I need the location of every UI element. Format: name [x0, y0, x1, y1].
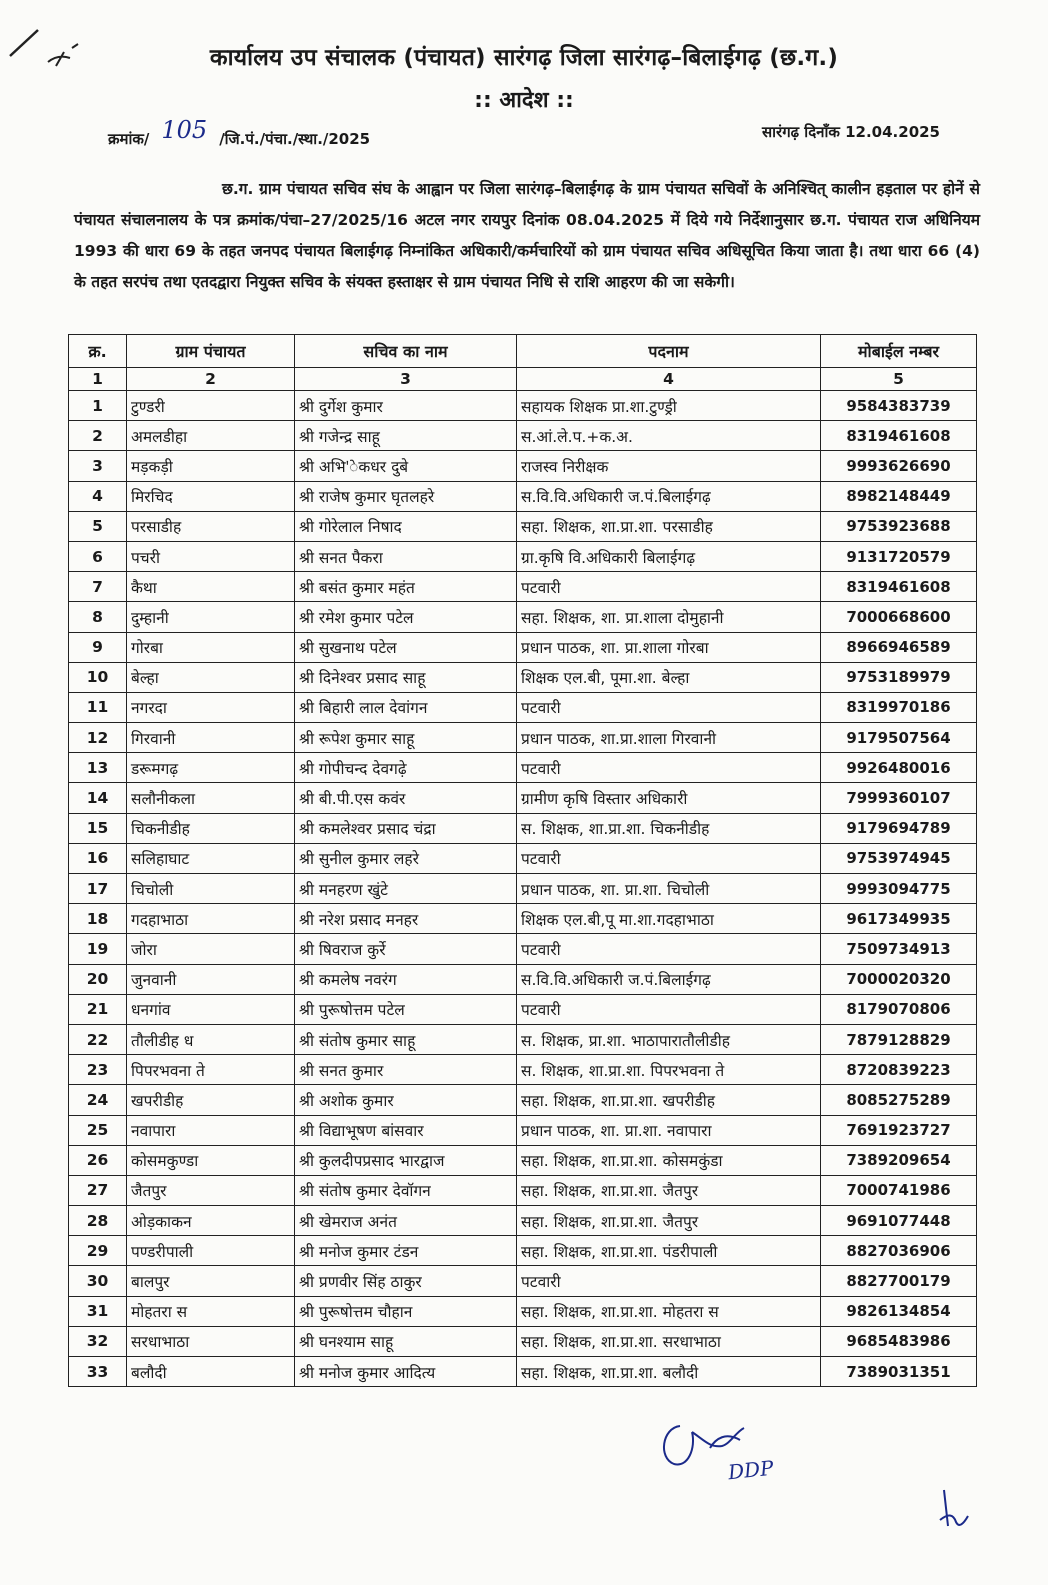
mobile-cell: 9584383739	[821, 391, 977, 421]
table-row	[69, 692, 977, 722]
gram-panchayat-cell: दुम्हानी	[127, 602, 295, 632]
designation-cell: सहा. शिक्षक, शा.प्रा.शा. कोसमकुंडा	[517, 1145, 821, 1175]
gram-panchayat-cell: कोसमकुण्डा	[127, 1145, 295, 1175]
designation-cell: पटवारी	[517, 692, 821, 722]
mobile-cell: 7389209654	[821, 1145, 977, 1175]
serial-cell: 33	[69, 1357, 127, 1387]
mobile-cell: 7999360107	[821, 783, 977, 813]
gram-panchayat-cell: गोरबा	[127, 632, 295, 662]
designation-cell: राजस्व निरीक्षक	[517, 451, 821, 481]
mobile-cell: 9685483986	[821, 1326, 977, 1356]
designation-cell: सहा. शिक्षक, शा.प्रा.शा. बलौदी	[517, 1357, 821, 1387]
order-reference	[108, 116, 371, 150]
serial-cell: 2	[69, 421, 127, 451]
serial-cell: 5	[69, 511, 127, 541]
table-row	[69, 1055, 977, 1085]
secretary-name-cell: श्री सुनील कुमार लहरे	[295, 843, 517, 873]
serial-cell: 30	[69, 1266, 127, 1296]
mobile-cell: 9617349935	[821, 904, 977, 934]
serial-cell: 12	[69, 723, 127, 753]
gram-panchayat-cell: सरधाभाठा	[127, 1326, 295, 1356]
table-row	[69, 602, 977, 632]
mobile-cell: 7000020320	[821, 964, 977, 994]
serial-cell: 32	[69, 1326, 127, 1356]
table-row	[69, 1296, 977, 1326]
mobile-cell: 8982148449	[821, 481, 977, 511]
gram-panchayat-cell: पचरी	[127, 541, 295, 571]
gram-panchayat-cell: गिरवानी	[127, 723, 295, 753]
designation-cell: स. शिक्षक, प्रा.शा. भाठापारातौलीडीह	[517, 1024, 821, 1054]
mobile-cell: 9753189979	[821, 662, 977, 692]
column-number: 1	[69, 368, 127, 391]
table-row	[69, 1236, 977, 1266]
handwritten-mark-bottom-right	[936, 1486, 976, 1536]
secretary-name-cell: श्री खेमराज अनंत	[295, 1206, 517, 1236]
serial-cell: 19	[69, 934, 127, 964]
table-row	[69, 964, 977, 994]
table-row	[69, 541, 977, 571]
mobile-cell: 9826134854	[821, 1296, 977, 1326]
mobile-cell: 9179694789	[821, 813, 977, 843]
mobile-cell: 7691923727	[821, 1115, 977, 1145]
secretary-name-cell: श्री रमेश कुमार पटेल	[295, 602, 517, 632]
serial-cell: 24	[69, 1085, 127, 1115]
table-row	[69, 994, 977, 1024]
gram-panchayat-cell: परसाडीह	[127, 511, 295, 541]
gram-panchayat-cell: डरूमगढ़	[127, 753, 295, 783]
designation-cell: ग्रामीण कृषि विस्तार अधिकारी	[517, 783, 821, 813]
secretary-name-cell: श्री संतोष कुमार देवॉगन	[295, 1175, 517, 1205]
designation-cell: स. शिक्षक, शा.प्रा.शा. पिपरभवना ते	[517, 1055, 821, 1085]
designation-cell: स.वि.वि.अधिकारी ज.पं.बिलाईगढ़	[517, 964, 821, 994]
serial-cell: 4	[69, 481, 127, 511]
secretary-name-cell: श्री दिनेश्वर प्रसाद साहू	[295, 662, 517, 692]
secretary-name-cell: श्री प्रणवीर सिंह ठाकुर	[295, 1266, 517, 1296]
table-row	[69, 451, 977, 481]
designation-cell: सहा. शिक्षक, शा.प्रा.शा. खपरीडीह	[517, 1085, 821, 1115]
mobile-cell: 8720839223	[821, 1055, 977, 1085]
designation-cell: प्रधान पाठक, शा. प्रा.शा. नवापारा	[517, 1115, 821, 1145]
designation-cell: सहा. शिक्षक, शा.प्रा.शा. परसाडीह	[517, 511, 821, 541]
serial-cell: 22	[69, 1024, 127, 1054]
serial-cell: 17	[69, 874, 127, 904]
secretary-name-cell: श्री विद्याभूषण बांसवार	[295, 1115, 517, 1145]
table-row	[69, 391, 977, 421]
secretary-name-cell: श्री अशोक कुमार	[295, 1085, 517, 1115]
mobile-cell: 9753974945	[821, 843, 977, 873]
serial-cell: 11	[69, 692, 127, 722]
designation-cell: प्रधान पाठक, शा. प्रा.शाला गोरबा	[517, 632, 821, 662]
designation-cell: सहा. शिक्षक, शा. प्रा.शाला दोमुहानी	[517, 602, 821, 632]
header-mobile: मोबाईल नम्बर	[821, 335, 977, 368]
serial-cell: 25	[69, 1115, 127, 1145]
mobile-cell: 7000668600	[821, 602, 977, 632]
table-row	[69, 481, 977, 511]
designation-cell: पटवारी	[517, 934, 821, 964]
office-title: कार्यालय उप संचालक (पंचायत) सारंगढ़ जिला सारंगढ़–बिलाईगढ़ (छ.ग.)	[209, 45, 839, 71]
table-row	[69, 783, 977, 813]
gram-panchayat-cell: मड़कड़ी	[127, 451, 295, 481]
mobile-cell: 9179507564	[821, 723, 977, 753]
designation-cell: पटवारी	[517, 994, 821, 1024]
paragraph-rest: अनिश्चित् कालीन हड़ताल पर होनें से पंचायत संचालनालय के पत्र क्रमांक/पंचा–27/2025/16 अटल नगर रायपुर दिनांक 08.04.2025 में दिये गये निर्देशानुसार छ.ग. पंचायत राज अधिनियम 1993 की धारा 69 के तहत जनपद पंचायत बिलाईगढ़ निम्नांकित अधिकारी/कर्मचारियों को ग्राम पंचायत सचिव अधिसूचित किया जाता है। तथा धारा 66 (4) के तहत सरपंच तथा एतदद्वारा नियुक्त सचिव के संयक्त हस्ताक्षर से ग्राम पंचायत निधि से राशि आहरण की जा सकेगी।	[74, 180, 980, 291]
gram-panchayat-cell: बलौदी	[127, 1357, 295, 1387]
designation-cell: स.आं.ले.प.+क.अ.	[517, 421, 821, 451]
gram-panchayat-cell: तौलीडीह ध	[127, 1024, 295, 1054]
designation-cell: पटवारी	[517, 843, 821, 873]
secretary-name-cell: श्री दुर्गेश कुमार	[295, 391, 517, 421]
secretary-name-cell: श्री कमलेष नवरंग	[295, 964, 517, 994]
table-header-row	[69, 335, 977, 368]
mobile-cell: 9993094775	[821, 874, 977, 904]
secretary-name-cell: श्री कुलदीपप्रसाद भारद्वाज	[295, 1145, 517, 1175]
serial-cell: 9	[69, 632, 127, 662]
mobile-cell: 9993626690	[821, 451, 977, 481]
gram-panchayat-cell: बालपुर	[127, 1266, 295, 1296]
gram-panchayat-cell: मिरचिद	[127, 481, 295, 511]
secretary-name-cell: श्री राजेष कुमार घृतलहरे	[295, 481, 517, 511]
order-paragraph	[74, 174, 980, 298]
serial-cell: 3	[69, 451, 127, 481]
serial-cell: 13	[69, 753, 127, 783]
secretary-name-cell: श्री षिवराज कुर्रे	[295, 934, 517, 964]
gram-panchayat-cell: धनगांव	[127, 994, 295, 1024]
designation-cell: सहा. शिक्षक, शा.प्रा.शा. पंडरीपाली	[517, 1236, 821, 1266]
secretary-name-cell: श्री नरेश प्रसाद मनहर	[295, 904, 517, 934]
designation-cell: शिक्षक एल.बी,पू मा.शा.गदहाभाठा	[517, 904, 821, 934]
gram-panchayat-cell: खपरीडीह	[127, 1085, 295, 1115]
gram-panchayat-cell: कैथा	[127, 572, 295, 602]
secretary-name-cell: श्री संतोष कुमार साहू	[295, 1024, 517, 1054]
column-number-row	[69, 368, 977, 391]
serial-cell: 16	[69, 843, 127, 873]
paragraph-start: छ.ग. ग्राम पंचायत सचिव संघ के आह्वान पर जिला सारंगढ़–बिलाईगढ़ के ग्राम पंचायत सचिवों के	[222, 180, 767, 198]
header-secretary-name: सचिव का नाम	[295, 335, 517, 368]
designation-cell: पटवारी	[517, 1266, 821, 1296]
table-row	[69, 572, 977, 602]
secretary-name-cell: श्री सनत कुमार	[295, 1055, 517, 1085]
gram-panchayat-cell: अमलडीहा	[127, 421, 295, 451]
secretary-name-cell: श्री कमलेश्वर प्रसाद चंद्रा	[295, 813, 517, 843]
gram-panchayat-cell: बेल्हा	[127, 662, 295, 692]
gram-panchayat-cell: चिचोली	[127, 874, 295, 904]
table-row	[69, 1175, 977, 1205]
serial-cell: 23	[69, 1055, 127, 1085]
secretary-name-cell: श्री मनहरण खुंटे	[295, 874, 517, 904]
secretary-name-cell: श्री रूपेश कुमार साहू	[295, 723, 517, 753]
table-row	[69, 1024, 977, 1054]
mobile-cell: 8966946589	[821, 632, 977, 662]
mobile-cell: 8179070806	[821, 994, 977, 1024]
table-row	[69, 421, 977, 451]
serial-cell: 8	[69, 602, 127, 632]
designation-cell: पटवारी	[517, 572, 821, 602]
serial-cell: 1	[69, 391, 127, 421]
mobile-cell: 8319461608	[821, 421, 977, 451]
designation-cell: ग्रा.कृषि वि.अधिकारी बिलाईगढ़	[517, 541, 821, 571]
mobile-cell: 8827036906	[821, 1236, 977, 1266]
mobile-cell: 8319461608	[821, 572, 977, 602]
gram-panchayat-cell: ओड़काकन	[127, 1206, 295, 1236]
secretary-name-cell: श्री सुखनाथ पटेल	[295, 632, 517, 662]
gram-panchayat-cell: सलिहाघाट	[127, 843, 295, 873]
secretary-name-cell: श्री गजेन्द्र साहू	[295, 421, 517, 451]
serial-cell: 10	[69, 662, 127, 692]
secretary-name-cell: श्री अभि'ेकधर दुबे	[295, 451, 517, 481]
column-number: 3	[295, 368, 517, 391]
designation-cell: सहा. शिक्षक, शा.प्रा.शा. जैतपुर	[517, 1206, 821, 1236]
designation-cell: शिक्षक एल.बी, पूमा.शा. बेल्हा	[517, 662, 821, 692]
secretary-name-cell: श्री पुरूषोत्तम चौहान	[295, 1296, 517, 1326]
ref-number-handwritten: 105	[161, 116, 208, 144]
serial-cell: 26	[69, 1145, 127, 1175]
mobile-cell: 7000741986	[821, 1175, 977, 1205]
gram-panchayat-cell: पिपरभवना ते	[127, 1055, 295, 1085]
table-row	[69, 1326, 977, 1356]
designation-cell: प्रधान पाठक, शा. प्रा.शा. चिचोली	[517, 874, 821, 904]
secretary-name-cell: श्री सनत पैकरा	[295, 541, 517, 571]
secretary-name-cell: श्री मनोज कुमार आदित्य	[295, 1357, 517, 1387]
table-row	[69, 813, 977, 843]
serial-cell: 20	[69, 964, 127, 994]
mobile-cell: 9753923688	[821, 511, 977, 541]
serial-cell: 14	[69, 783, 127, 813]
table-row	[69, 1206, 977, 1236]
mobile-cell: 8319970186	[821, 692, 977, 722]
table-row	[69, 904, 977, 934]
gram-panchayat-cell: जैतपुर	[127, 1175, 295, 1205]
gram-panchayat-cell: नगरदा	[127, 692, 295, 722]
gram-panchayat-cell: जोरा	[127, 934, 295, 964]
table-row	[69, 632, 977, 662]
gram-panchayat-cell: नवापारा	[127, 1115, 295, 1145]
table-row	[69, 753, 977, 783]
gram-panchayat-cell: मोहतरा स	[127, 1296, 295, 1326]
gram-panchayat-cell: टुण्डरी	[127, 391, 295, 421]
serial-cell: 7	[69, 572, 127, 602]
serial-cell: 28	[69, 1206, 127, 1236]
header-designation: पदनाम	[517, 335, 821, 368]
column-number: 4	[517, 368, 821, 391]
mobile-cell: 7509734913	[821, 934, 977, 964]
column-number: 2	[127, 368, 295, 391]
gram-panchayat-cell: जुनवानी	[127, 964, 295, 994]
secretary-name-cell: श्री मनोज कुमार टंडन	[295, 1236, 517, 1266]
gram-panchayat-cell: सलौनीकला	[127, 783, 295, 813]
table-row	[69, 843, 977, 873]
mobile-cell: 9926480016	[821, 753, 977, 783]
mobile-cell: 9691077448	[821, 1206, 977, 1236]
serial-cell: 18	[69, 904, 127, 934]
serial-cell: 29	[69, 1236, 127, 1266]
column-number: 5	[821, 368, 977, 391]
secretary-name-cell: श्री बसंत कुमार महंत	[295, 572, 517, 602]
ref-prefix: क्रमांक/	[108, 130, 150, 148]
designation-cell: स. शिक्षक, शा.प्रा.शा. चिकनीडीह	[517, 813, 821, 843]
order-heading: :: आदेश ::	[474, 88, 574, 113]
serial-cell: 6	[69, 541, 127, 571]
signature-initials: DDP	[726, 1455, 775, 1485]
table-row	[69, 1085, 977, 1115]
secretary-name-cell: श्री बिहारी लाल देवांगन	[295, 692, 517, 722]
gram-panchayat-cell: चिकनीडीह	[127, 813, 295, 843]
serial-cell: 21	[69, 994, 127, 1024]
serial-cell: 31	[69, 1296, 127, 1326]
serial-cell: 15	[69, 813, 127, 843]
ref-suffix: /जि.पं./पंचा./स्था./2025	[219, 130, 371, 148]
designation-cell: सहा. शिक्षक, शा.प्रा.शा. मोहतरा स	[517, 1296, 821, 1326]
secretary-table	[68, 334, 977, 1387]
table-row	[69, 1266, 977, 1296]
designation-cell: प्रधान पाठक, शा.प्रा.शाला गिरवानी	[517, 723, 821, 753]
designation-cell: स.वि.वि.अधिकारी ज.पं.बिलाईगढ़	[517, 481, 821, 511]
secretary-name-cell: श्री घनश्याम साहू	[295, 1326, 517, 1356]
mobile-cell: 8085275289	[821, 1085, 977, 1115]
table-row	[69, 723, 977, 753]
designation-cell: पटवारी	[517, 753, 821, 783]
table-row	[69, 1145, 977, 1175]
secretary-name-cell: श्री पुरूषोत्तम पटेल	[295, 994, 517, 1024]
mobile-cell: 7389031351	[821, 1357, 977, 1387]
table-row	[69, 511, 977, 541]
table-row	[69, 1357, 977, 1387]
gram-panchayat-cell: पण्डरीपाली	[127, 1236, 295, 1266]
order-date: सारंगढ़ दिनाँक 12.04.2025	[762, 123, 940, 141]
secretary-name-cell: श्री गोरेलाल निषाद	[295, 511, 517, 541]
designation-cell: सहा. शिक्षक, शा.प्रा.शा. जैतपुर	[517, 1175, 821, 1205]
mobile-cell: 9131720579	[821, 541, 977, 571]
table-row	[69, 1115, 977, 1145]
gram-panchayat-cell: गदहाभाठा	[127, 904, 295, 934]
table-row	[69, 934, 977, 964]
header-serial: क्र.	[69, 335, 127, 368]
serial-cell: 27	[69, 1175, 127, 1205]
header-gram-panchayat: ग्राम पंचायत	[127, 335, 295, 368]
table-row	[69, 662, 977, 692]
secretary-name-cell: श्री बी.पी.एस कवंर	[295, 783, 517, 813]
secretary-name-cell: श्री गोपीचन्द देवगढ़े	[295, 753, 517, 783]
designation-cell: सहायक शिक्षक प्रा.शा.टुण्ड्री	[517, 391, 821, 421]
mobile-cell: 8827700179	[821, 1266, 977, 1296]
table-row	[69, 874, 977, 904]
designation-cell: सहा. शिक्षक, शा.प्रा.शा. सरधाभाठा	[517, 1326, 821, 1356]
mobile-cell: 7879128829	[821, 1024, 977, 1054]
